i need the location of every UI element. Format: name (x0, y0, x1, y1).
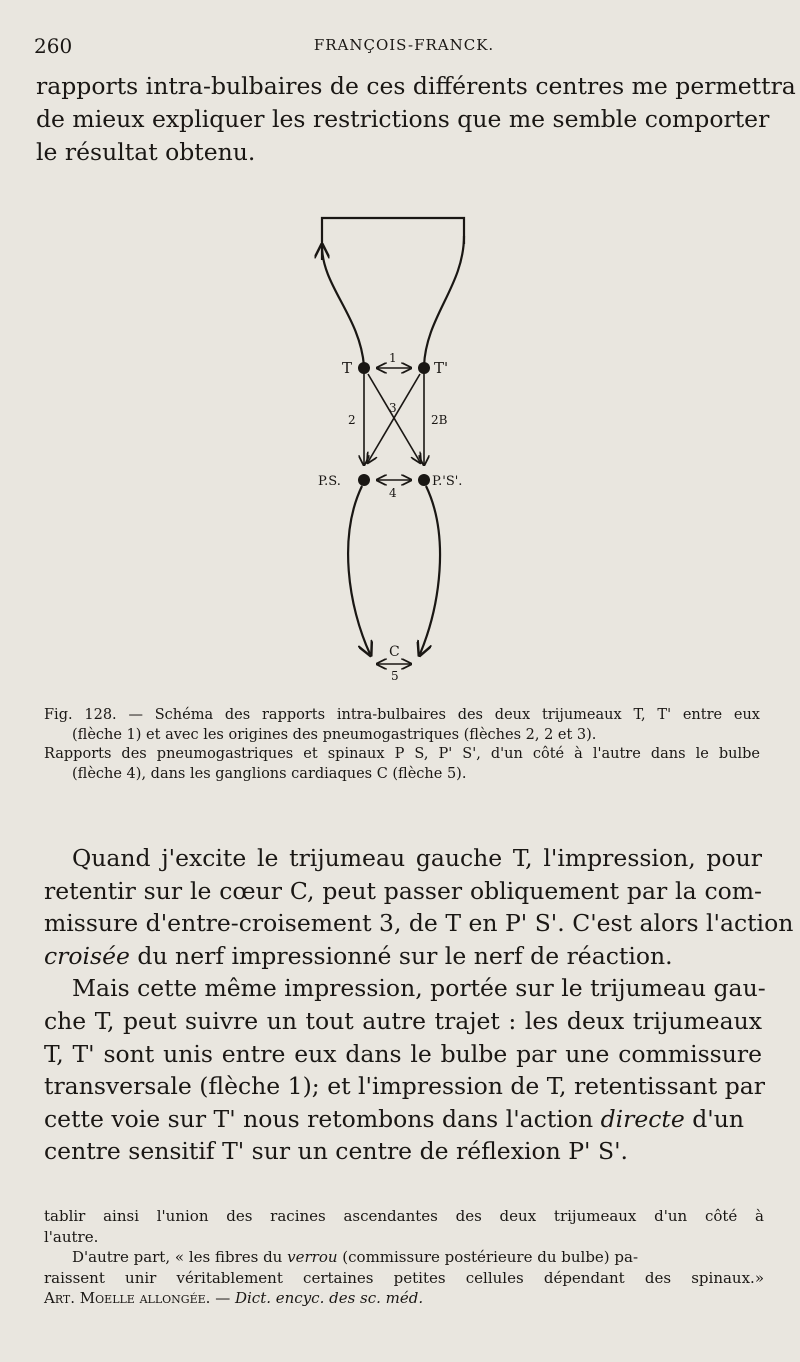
text-line (44, 940, 762, 973)
label-arrow-2: 2 (348, 413, 356, 427)
caption-line: (flèche 4), dans les ganglions cardiaques C (flèche 5). (72, 765, 467, 782)
text-line: transversale (flèche 1); et l'impression de T, retentissant par (44, 1072, 765, 1101)
text-line: Quand j'excite le trijumeau gauche T, l'impression, pour (72, 844, 762, 872)
caption-line: (flèche 1) et avec les origines des pneumogastriques (flèches 2, 2 et 3). (72, 726, 597, 743)
running-head: FRANÇOIS-FRANCK. (313, 36, 495, 54)
footnote-line: tablir ainsi l'union des racines ascendantes des deux trijumeaux d'un côté à (44, 1207, 764, 1225)
text-line: de mieux expliquer les restrictions que me semble comporter (36, 105, 770, 133)
left-lower-nerve (348, 486, 370, 654)
caption-line: Rapports des pneumogastriques et spinaux P S, P' S', d'un côté à l'autre dans le bulbe (44, 746, 760, 762)
page-number: 260 (34, 34, 73, 58)
italic-word: directe (600, 1104, 685, 1133)
footnote-line: raissent unir véritablement certaines petites cellules dépendant des spinaux.» (44, 1268, 764, 1287)
italic-word: croisée (44, 941, 130, 970)
text-span: cette voie sur T' nous retombons dans l'action (44, 1104, 601, 1133)
footnote-line: l'autre. (44, 1227, 99, 1246)
label-T-prime: T' (434, 359, 449, 377)
right-lower-nerve (420, 486, 440, 654)
page-header (34, 34, 774, 60)
text-line: T, T' sont unis entre eux dans le bulbe par une commissure (44, 1039, 762, 1068)
text-span: — (210, 1289, 235, 1307)
right-upper-nerve (424, 236, 464, 366)
left-upper-nerve (322, 246, 364, 366)
text-line: centre sensitif T' sur un centre de réflexion P' S'. (44, 1137, 629, 1166)
label-arrow-1: 1 (389, 351, 397, 365)
footnote-line (44, 1288, 764, 1309)
text-span: (commissure postérieure du bulbe) pa- (337, 1248, 639, 1266)
text-line: che T, peut suivre un tout autre trajet : les deux trijumeaux (44, 1006, 762, 1035)
text-line: rapports intra-bulbaires de ces différents centres me permettra (36, 72, 796, 100)
figure-caption (44, 706, 760, 784)
italic-word: verrou (287, 1248, 338, 1266)
label-PS: P.S. (318, 474, 341, 489)
text-line: retentir sur le cœur C, peut passer obliquement par la com- (44, 876, 762, 905)
label-arrow-2B: 2B (431, 413, 448, 427)
reference-title: Dict. encyc. des sc. méd. (234, 1289, 424, 1307)
node-T-prime (418, 362, 430, 374)
label-C: C (389, 644, 400, 660)
label-arrow-4: 4 (389, 486, 397, 500)
reference-source: Art. Moelle allongée. (44, 1289, 211, 1307)
node-PS (358, 474, 370, 486)
text-span: du nerf impressionné sur le nerf de réaction. (129, 941, 673, 970)
text-span: D'autre part, « les fibres du (72, 1248, 288, 1266)
nerve-schema-figure (298, 206, 498, 696)
body-text (44, 842, 794, 1168)
text-line: Mais cette même impression, portée sur le trijumeau gau- (72, 974, 766, 1003)
text-line: missure d'entre-croisement 3, de T en P' S'. C'est alors l'action (44, 909, 794, 938)
node-T (358, 362, 370, 374)
footnote (44, 1206, 764, 1309)
intro-paragraph (36, 70, 796, 169)
footnote-line (44, 1247, 764, 1268)
text-line: le résultat obtenu. (36, 138, 256, 166)
node-PS-prime (418, 474, 430, 486)
label-arrow-3: 3 (389, 401, 397, 415)
label-PS-prime: P.'S'. (432, 474, 463, 489)
label-arrow-5: 5 (391, 669, 399, 683)
label-T: T (342, 359, 353, 377)
top-loop (322, 218, 464, 260)
text-span: d'un (684, 1104, 745, 1133)
schema-diagram (298, 206, 498, 696)
caption-line: Fig. 128. — Schéma des rapports intra-bulbaires des deux trijumeaux T, T' entre eux (44, 707, 760, 723)
text-line (44, 1103, 762, 1136)
